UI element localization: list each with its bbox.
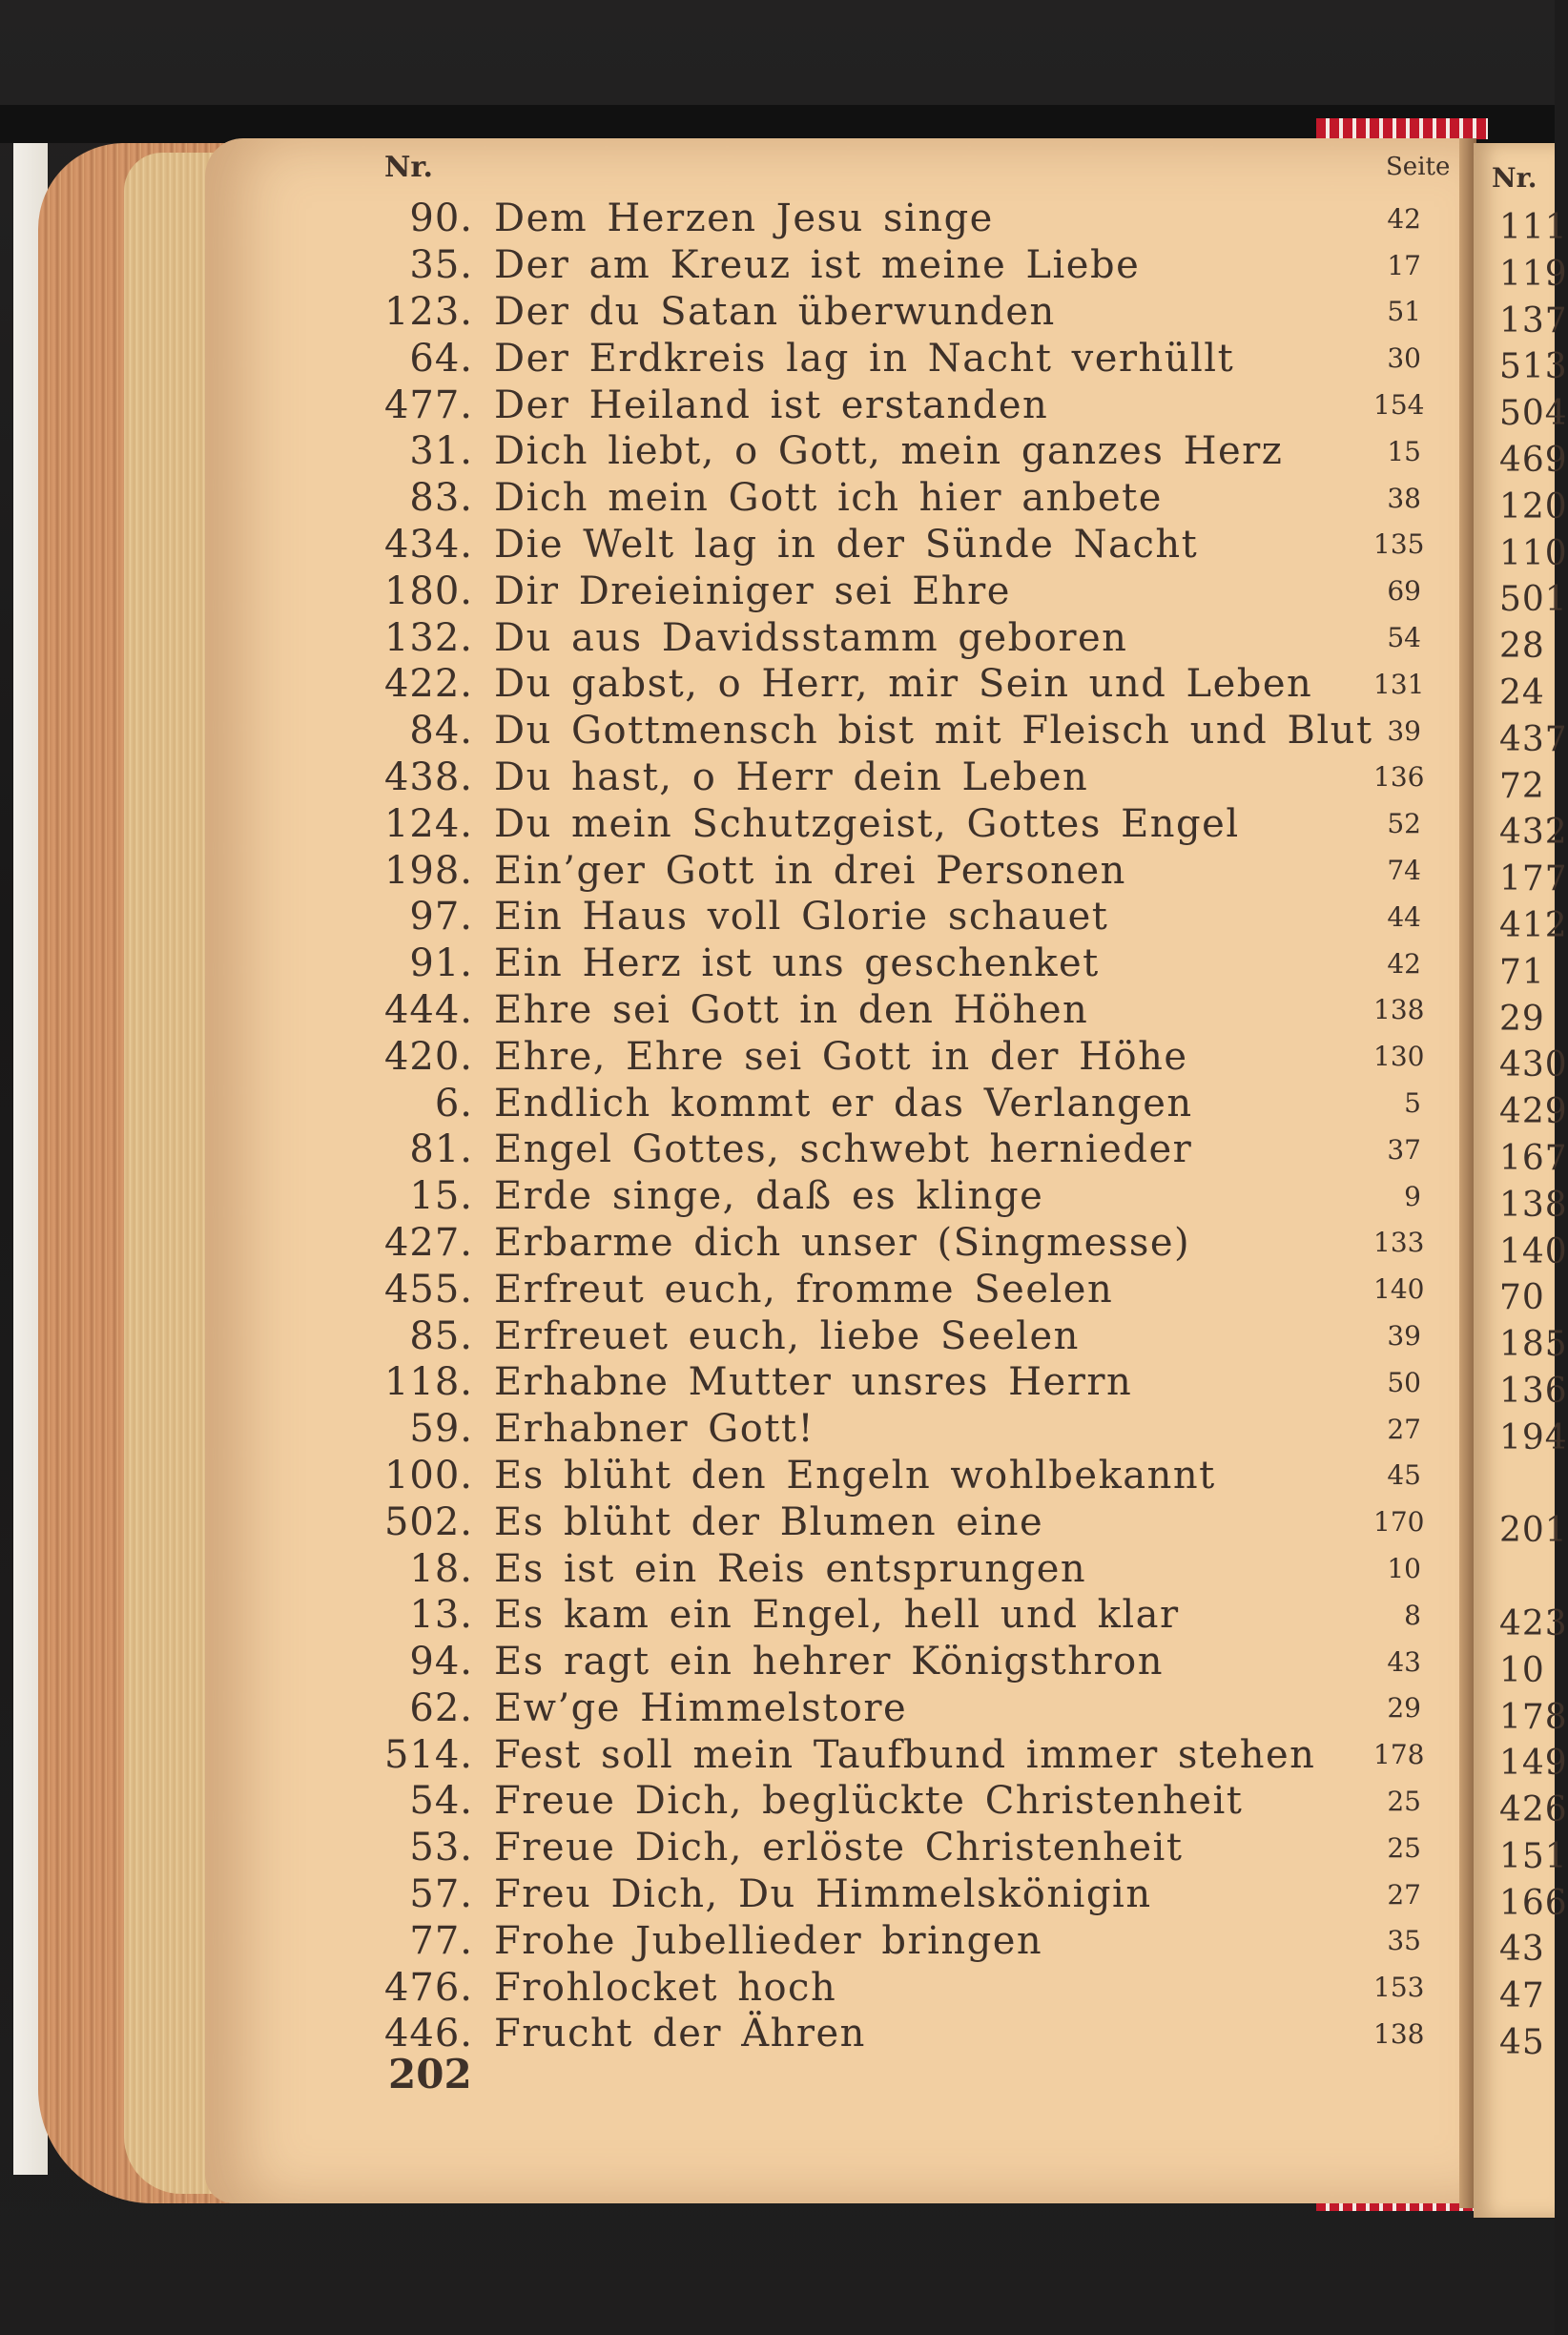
- entry-number: 455.: [383, 1267, 473, 1312]
- index-entry: [367, 475, 1455, 522]
- right-page-number: 194: [1499, 1417, 1568, 1457]
- entry-title: Dich liebt, o Gott, mein ganzes Herz: [494, 429, 1284, 474]
- entry-number: 31.: [409, 429, 473, 474]
- entry-title: Fest soll mein Taufbund immer stehen: [494, 1732, 1316, 1777]
- index-entry: [367, 1126, 1455, 1173]
- entry-number: 97.: [409, 895, 473, 940]
- entry-title: Freu Dich, Du Himmelskönigin: [494, 1872, 1152, 1917]
- entry-number: 198.: [383, 848, 473, 893]
- right-page-number: 24: [1499, 672, 1545, 713]
- right-page-number: [1499, 1462, 1557, 1509]
- entry-number: 427.: [383, 1220, 473, 1265]
- entry-number: 62.: [409, 1685, 473, 1730]
- index-entries: [367, 196, 1455, 2057]
- entry-number: 59.: [409, 1407, 473, 1452]
- entry-number: 83.: [409, 476, 473, 521]
- right-page-number: 71: [1499, 952, 1545, 992]
- entry-title: Frohe Jubellieder bringen: [494, 1918, 1043, 1963]
- entry-title: Du aus Davidsstamm geboren: [494, 615, 1128, 660]
- right-page-number: 432: [1499, 813, 1568, 853]
- entry-page: 69: [1387, 575, 1421, 608]
- entry-number: 85.: [409, 1313, 473, 1358]
- right-page-number: 149: [1499, 1744, 1568, 1784]
- right-page-number: 47: [1499, 1976, 1545, 2016]
- index-entry: [367, 2011, 1455, 2057]
- entry-title: Ew’ge Himmelstore: [494, 1685, 908, 1730]
- index-entry: [367, 1639, 1455, 1685]
- entry-number: 54.: [409, 1779, 473, 1824]
- entry-page: 42: [1387, 947, 1421, 980]
- entry-number: 476.: [383, 1965, 473, 2010]
- right-page-number: 423: [1499, 1603, 1568, 1643]
- index-entry: [367, 847, 1455, 894]
- entry-page: 154: [1373, 389, 1425, 422]
- right-page-number: 137: [1499, 300, 1568, 341]
- index-entry: [367, 1266, 1455, 1312]
- right-page-number: 110: [1499, 533, 1568, 573]
- entry-page: 52: [1387, 808, 1421, 840]
- entry-page: 178: [1373, 1739, 1425, 1771]
- index-entry: [367, 1312, 1455, 1359]
- entry-page: 43: [1387, 1645, 1421, 1678]
- ribbon-bookmark-top: [1316, 118, 1488, 139]
- entry-number: 118.: [383, 1360, 473, 1405]
- entry-page: 54: [1387, 622, 1421, 654]
- page-number: 202: [388, 2051, 472, 2097]
- right-page-number: 201: [1499, 1511, 1568, 1551]
- right-page-number: 43: [1499, 1930, 1545, 1970]
- index-entry: [367, 568, 1455, 614]
- entry-title: Dir Dreieiniger sei Ehre: [494, 568, 1011, 613]
- entry-page: 133: [1373, 1227, 1425, 1259]
- entry-number: 446.: [383, 2012, 473, 2056]
- index-entry: [367, 382, 1455, 428]
- index-entry: [367, 1871, 1455, 1918]
- entry-number: 100.: [383, 1453, 473, 1498]
- entry-page: 131: [1373, 668, 1425, 700]
- entry-page: 29: [1387, 1692, 1421, 1725]
- entry-title: Ehre, Ehre sei Gott in der Höhe: [494, 1034, 1188, 1079]
- entry-title: Du gabst, o Herr, mir Sein und Leben: [494, 662, 1313, 707]
- entry-page: 27: [1387, 1878, 1421, 1911]
- entry-title: Die Welt lag in der Sünde Nacht: [494, 522, 1199, 567]
- entry-page: 10: [1387, 1553, 1421, 1584]
- right-page-number: 166: [1499, 1883, 1568, 1923]
- entry-page: 140: [1373, 1273, 1425, 1306]
- entry-page: 25: [1387, 1785, 1421, 1817]
- right-page-number: 504: [1499, 394, 1568, 434]
- right-page-nr-header: Nr.: [1492, 162, 1537, 194]
- entry-number: 434.: [383, 522, 473, 567]
- right-page-number: 120: [1499, 486, 1568, 527]
- entry-number: 18.: [409, 1546, 473, 1591]
- entry-page: 15: [1387, 435, 1421, 467]
- entry-page: 27: [1387, 1413, 1421, 1445]
- index-entry: [367, 800, 1455, 847]
- entry-title: Es kam ein Engel, hell und klar: [494, 1593, 1180, 1638]
- entry-number: 64.: [409, 336, 473, 381]
- index-entry: [367, 289, 1455, 336]
- entry-page: 25: [1387, 1831, 1421, 1864]
- nr-column-header: Nr.: [384, 151, 433, 184]
- entry-title: Erfreut euch, fromme Seelen: [494, 1267, 1114, 1312]
- entry-title: Ein Herz ist uns geschenket: [494, 941, 1100, 986]
- entry-number: 57.: [409, 1872, 473, 1917]
- entry-page: 39: [1387, 1320, 1421, 1353]
- right-page-number: 70: [1499, 1278, 1545, 1318]
- entry-number: 81.: [409, 1127, 473, 1172]
- entry-title: Es ragt ein hehrer Königsthron: [494, 1640, 1164, 1684]
- right-page-number: 10: [1499, 1650, 1545, 1690]
- right-page-number: 167: [1499, 1138, 1568, 1178]
- entry-page: 5: [1404, 1087, 1421, 1120]
- entry-title: Es blüht der Blumen eine: [494, 1499, 1044, 1544]
- right-page-number: 151: [1499, 1836, 1568, 1876]
- entry-page: 130: [1373, 1041, 1425, 1073]
- entry-number: 13.: [409, 1593, 473, 1638]
- index-entry: [367, 894, 1455, 940]
- entry-number: 35.: [409, 243, 473, 288]
- index-entry: [367, 1359, 1455, 1406]
- right-page-number: 426: [1499, 1790, 1568, 1830]
- entry-number: 123.: [383, 289, 473, 334]
- entry-title: Es blüht den Engeln wohlbekannt: [494, 1453, 1216, 1498]
- index-entry: [367, 1731, 1455, 1778]
- entry-title: Du Gottmensch bist mit Fleisch und Blut: [494, 709, 1373, 754]
- entry-page: 39: [1387, 714, 1421, 747]
- right-page-number: 72: [1499, 766, 1545, 806]
- entry-title: Erfreuet euch, liebe Seelen: [494, 1313, 1080, 1358]
- right-page-number: 430: [1499, 1045, 1568, 1085]
- right-page-number: 111: [1499, 208, 1568, 247]
- index-entry: [367, 1545, 1455, 1592]
- entry-page: 37: [1387, 1133, 1421, 1166]
- entry-title: Dich mein Gott ich hier anbete: [494, 476, 1163, 521]
- entry-title: Erde singe, daß es klinge: [494, 1174, 1044, 1219]
- right-page-number: 177: [1499, 859, 1568, 899]
- index-entry: [367, 1917, 1455, 1964]
- entry-page: 30: [1387, 342, 1421, 375]
- index-entry: [367, 708, 1455, 754]
- index-entry: [367, 1778, 1455, 1825]
- entry-page: 45: [1387, 1459, 1421, 1492]
- entry-number: 90.: [409, 196, 473, 241]
- entry-number: 124.: [383, 801, 473, 846]
- index-entry: [367, 1080, 1455, 1126]
- entry-number: 514.: [383, 1732, 473, 1777]
- entry-page: 153: [1373, 1972, 1425, 2004]
- index-entry: [367, 1964, 1455, 2011]
- index-entry: [367, 1220, 1455, 1267]
- entry-number: 53.: [409, 1826, 473, 1870]
- right-page-number: 178: [1499, 1697, 1568, 1737]
- entry-title: Erhabne Mutter unsres Herrn: [494, 1360, 1133, 1405]
- index-entry: [367, 242, 1455, 289]
- entry-title: Dem Herzen Jesu singe: [494, 196, 994, 241]
- right-page-number: 501: [1499, 580, 1568, 620]
- index-entry: [367, 614, 1455, 661]
- entry-title: Engel Gottes, schwebt hernieder: [494, 1127, 1193, 1172]
- entry-number: 180.: [383, 568, 473, 613]
- index-entry: [367, 1406, 1455, 1453]
- entry-title: Du hast, o Herr dein Leben: [494, 754, 1089, 799]
- index-entry: [367, 754, 1455, 801]
- right-page-number: 140: [1499, 1231, 1568, 1271]
- entry-title: Endlich kommt er das Verlangen: [494, 1081, 1193, 1126]
- entry-page: 51: [1387, 296, 1421, 328]
- right-page-number: 136: [1499, 1371, 1568, 1411]
- entry-number: 91.: [409, 941, 473, 986]
- right-page-number: 28: [1499, 627, 1545, 667]
- entry-number: 420.: [383, 1034, 473, 1079]
- entry-page: 74: [1387, 855, 1421, 887]
- entry-number: 77.: [409, 1918, 473, 1963]
- index-entry: [367, 522, 1455, 568]
- entry-title: Frucht der Ähren: [494, 2012, 866, 2056]
- index-entry: [367, 661, 1455, 708]
- entry-title: Ein’ger Gott in drei Personen: [494, 848, 1126, 893]
- entry-page: 136: [1373, 761, 1425, 794]
- index-entry: [367, 335, 1455, 382]
- right-page-number: 119: [1499, 254, 1568, 294]
- entry-page: 138: [1373, 2017, 1425, 2050]
- entry-title: Ein Haus voll Glorie schauet: [494, 895, 1109, 940]
- right-page-number: 45: [1499, 2023, 1545, 2063]
- index-entry: [367, 940, 1455, 987]
- right-page-number: 29: [1499, 999, 1545, 1039]
- index-entry: [367, 1825, 1455, 1871]
- index-entry: [367, 1592, 1455, 1639]
- right-page-number: [1499, 1555, 1557, 1601]
- entry-page: 135: [1373, 528, 1425, 561]
- entry-title: Der Erdkreis lag in Nacht verhüllt: [494, 336, 1235, 381]
- entry-page: 50: [1387, 1366, 1421, 1398]
- right-page-number: 513: [1499, 347, 1568, 387]
- entry-number: 444.: [383, 987, 473, 1032]
- entry-title: Es ist ein Reis entsprungen: [494, 1546, 1087, 1591]
- entry-title: Der am Kreuz ist meine Liebe: [494, 243, 1141, 288]
- entry-number: 15.: [409, 1174, 473, 1219]
- entry-page: 9: [1404, 1180, 1421, 1212]
- entry-title: Freue Dich, erlöste Christenheit: [494, 1826, 1184, 1870]
- entry-page: 8: [1404, 1599, 1421, 1631]
- entry-title: Ehre sei Gott in den Höhen: [494, 987, 1089, 1032]
- right-page-number: 437: [1499, 719, 1568, 759]
- entry-number: 422.: [383, 662, 473, 707]
- right-page-numbers: [1499, 205, 1568, 2067]
- index-entry: [367, 1173, 1455, 1220]
- entry-page: 170: [1373, 1506, 1425, 1539]
- entry-title: Der du Satan überwunden: [494, 289, 1056, 334]
- right-page-number: 429: [1499, 1092, 1568, 1132]
- entry-page: 42: [1387, 202, 1421, 235]
- index-entry: [367, 1685, 1455, 1732]
- index-entry: [367, 1498, 1455, 1545]
- right-page-number: 469: [1499, 440, 1568, 480]
- entry-number: 502.: [383, 1499, 473, 1544]
- entry-page: 38: [1387, 482, 1421, 514]
- index-entry: [367, 1033, 1455, 1080]
- entry-number: 438.: [383, 754, 473, 799]
- right-page-number: 138: [1499, 1185, 1568, 1225]
- seite-column-header: Seite: [1386, 153, 1451, 181]
- entry-page: 138: [1373, 994, 1425, 1026]
- entry-number: 84.: [409, 709, 473, 754]
- index-entry: [367, 196, 1455, 242]
- right-page-number: 412: [1499, 905, 1568, 945]
- index-entry: [367, 428, 1455, 475]
- entry-title: Der Heiland ist erstanden: [494, 382, 1049, 427]
- entry-title: Freue Dich, beglückte Christenheit: [494, 1779, 1244, 1824]
- index-entry: [367, 987, 1455, 1034]
- entry-title: Erhabner Gott!: [494, 1407, 815, 1452]
- entry-page: 17: [1387, 249, 1421, 281]
- entry-number: 132.: [383, 615, 473, 660]
- entry-number: 477.: [383, 382, 473, 427]
- index-entry: [367, 1453, 1455, 1499]
- entry-number: 6.: [434, 1081, 473, 1126]
- entry-title: Du mein Schutzgeist, Gottes Engel: [494, 801, 1240, 846]
- entry-number: 94.: [409, 1640, 473, 1684]
- entry-title: Frohlocket hoch: [494, 1965, 837, 2010]
- entry-title: Erbarme dich unser (Singmesse): [494, 1220, 1191, 1265]
- right-page-number: 185: [1499, 1325, 1568, 1365]
- entry-page: 35: [1387, 1925, 1421, 1957]
- entry-page: 44: [1387, 900, 1421, 933]
